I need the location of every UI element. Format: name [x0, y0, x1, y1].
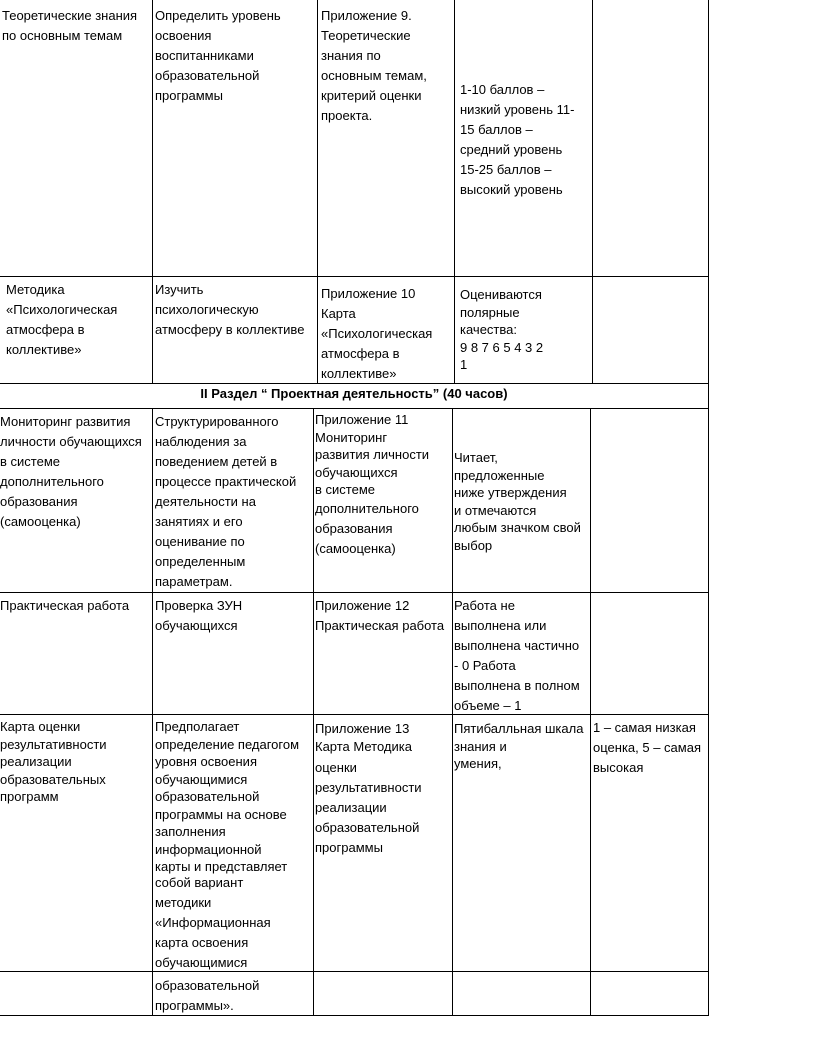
cell-criteria: Оцениваются полярные качества: 9 8 7 6 5 4 3 2 1	[460, 287, 544, 372]
section-heading: II Раздел “ Проектная деятельность” (40 часов)	[200, 386, 508, 401]
row-divider	[0, 971, 709, 972]
cell-appendix: Приложение 10 Карта «Психологическая атмосфера в коллективе»	[321, 286, 433, 381]
row-divider	[0, 276, 709, 277]
cell-appendix-rest: дополнительного образования (самооценка)	[315, 501, 419, 556]
cell-purpose: образовательной программы».	[155, 978, 260, 1013]
cell-topic: Карта оценки результативности реализации образовательных программ	[0, 719, 107, 804]
cell-criteria: Работа не выполнена или выполнена частично - 0 Работа выполнена в полном объеме – 1	[454, 598, 580, 713]
cell-topic: Методика «Психологическая атмосфера в коллективе»	[6, 282, 118, 357]
table-border-col2	[317, 0, 318, 383]
cell-purpose-head: Предполагает определение педагогом уровня освоения обучающимися образовательной программы на основе заполнения информационной карты и представляет	[155, 719, 300, 874]
cell-appendix: Приложение 9. Теоретические знания по основным темам, критерий оценки проекта.	[321, 8, 427, 123]
cell-criteria: Пятибалльная шкала знания и умения,	[454, 721, 584, 771]
cell-appendix-head: Приложение 13 Карта Методика	[315, 721, 412, 754]
cell-appendix: Приложение 12 Практическая работа	[315, 598, 445, 633]
cell-scale: 1 – самая низкая оценка, 5 – самая высокая	[593, 720, 701, 775]
table-border-right	[708, 0, 709, 1016]
table-border-col4	[592, 0, 593, 383]
cell-criteria: 1-10 баллов – низкий уровень 11- 15 баллов – средний уровень 15-25 баллов – высокий уровень	[460, 82, 575, 197]
table-border-col1	[152, 0, 153, 383]
row-divider	[0, 592, 709, 593]
cell-purpose: Определить уровень освоения воспитанниками образовательной программы	[155, 8, 281, 103]
row-divider	[0, 408, 709, 409]
table-border-col2	[313, 408, 314, 1016]
cell-appendix-tail: оценки результативности реализации образовательной программы	[315, 760, 422, 855]
cell-purpose-tail: собой вариант методики «Информационная карта освоения обучающимися	[155, 875, 271, 970]
cell-topic: Мониторинг развития личности обучающихся в системе дополнительного образования (самооценка)	[0, 414, 142, 529]
cell-topic: Практическая работа	[0, 598, 130, 613]
table-border-col1	[152, 408, 153, 1016]
cell-criteria: Читает, предложенные ниже утверждения и отмечаются любым значком свой выбор	[454, 450, 581, 553]
cell-topic: Теоретические знания по основным темам	[2, 8, 138, 43]
table-border-col4	[590, 408, 591, 1016]
table-border-col3	[454, 0, 455, 383]
table-border-col3	[452, 408, 453, 1016]
cell-purpose: Структурированного наблюдения за поведением детей в процессе практической деятельности на занятиях и его оценивание по определенным параметрам.	[155, 414, 297, 589]
row-divider	[0, 1015, 709, 1016]
cell-appendix-title: Приложение 11 Мониторинг развития личности обучающихся в системе	[315, 412, 430, 497]
cell-purpose: Изучить психологическую атмосферу в коллективе	[155, 282, 305, 337]
cell-purpose: Проверка ЗУН обучающихся	[155, 598, 243, 633]
row-divider	[0, 714, 709, 715]
